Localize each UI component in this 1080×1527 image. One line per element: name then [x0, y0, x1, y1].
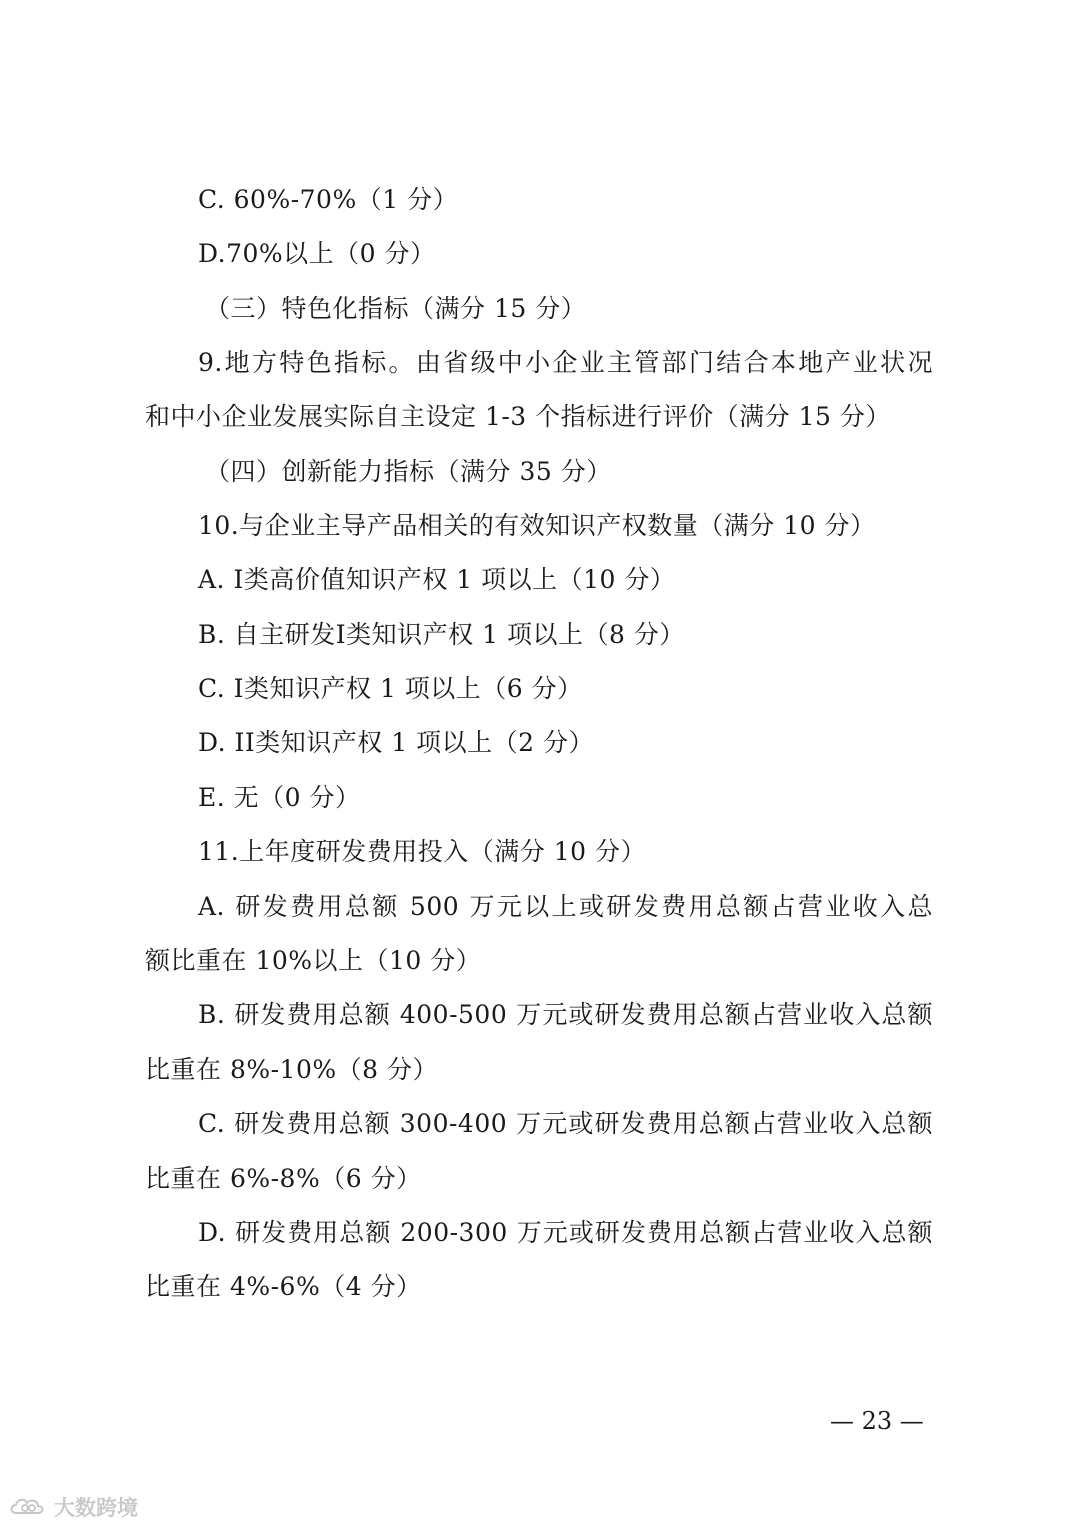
option-c-line: C. 60%-70%（1 分）: [198, 185, 459, 214]
item-11-option-b-line-1: B. 研发费用总额 400-500 万元或研发费用总额占营业收入总额: [198, 1000, 933, 1029]
section-heading-3: （三）特色化指标（满分 15 分）: [205, 294, 587, 323]
item-11-option-a-line-2: 额比重在 10%以上（10 分）: [145, 946, 482, 975]
watermark: [8, 1492, 138, 1522]
item-11-heading: 11.上年度研发费用投入（满分 10 分）: [198, 837, 646, 866]
item-11-option-d-line-2: 比重在 4%-6%（4 分）: [145, 1272, 422, 1301]
option-d-line: D.70%以上（0 分）: [198, 239, 436, 268]
item-10-option-b: B. 自主研发I类知识产权 1 项以上（8 分）: [198, 620, 685, 649]
paragraph-9-line-1: 9.地方特色指标。由省级中小企业主管部门结合本地产业状况: [198, 348, 933, 377]
item-10-heading: 10.与企业主导产品相关的有效知识产权数量（满分 10 分）: [198, 511, 876, 540]
item-10-option-c: C. I类知识产权 1 项以上（6 分）: [198, 674, 583, 703]
paragraph-9-line-2: 和中小企业发展实际自主设定 1-3 个指标进行评价（满分 15 分）: [145, 402, 891, 431]
item-11-option-c-line-1: C. 研发费用总额 300-400 万元或研发费用总额占营业收入总额: [198, 1109, 933, 1138]
page-number: — 23 —: [830, 1407, 924, 1435]
item-11-option-b-line-2: 比重在 8%-10%（8 分）: [145, 1055, 438, 1084]
item-10-option-a: A. I类高价值知识产权 1 项以上（10 分）: [198, 565, 676, 594]
item-10-option-e: E. 无（0 分）: [198, 783, 361, 812]
watermark-text: 大数跨境: [54, 1496, 138, 1520]
item-11-option-a-line-1: A. 研发费用总额 500 万元以上或研发费用总额占营业收入总: [198, 892, 933, 921]
section-heading-4: （四）创新能力指标（满分 35 分）: [205, 457, 612, 486]
item-11-option-c-line-2: 比重在 6%-8%（6 分）: [145, 1164, 422, 1193]
cloud-logo-icon: [8, 1495, 48, 1519]
item-11-option-d-line-1: D. 研发费用总额 200-300 万元或研发费用总额占营业收入总额: [198, 1218, 933, 1247]
item-10-option-d: D. II类知识产权 1 项以上（2 分）: [198, 728, 594, 757]
